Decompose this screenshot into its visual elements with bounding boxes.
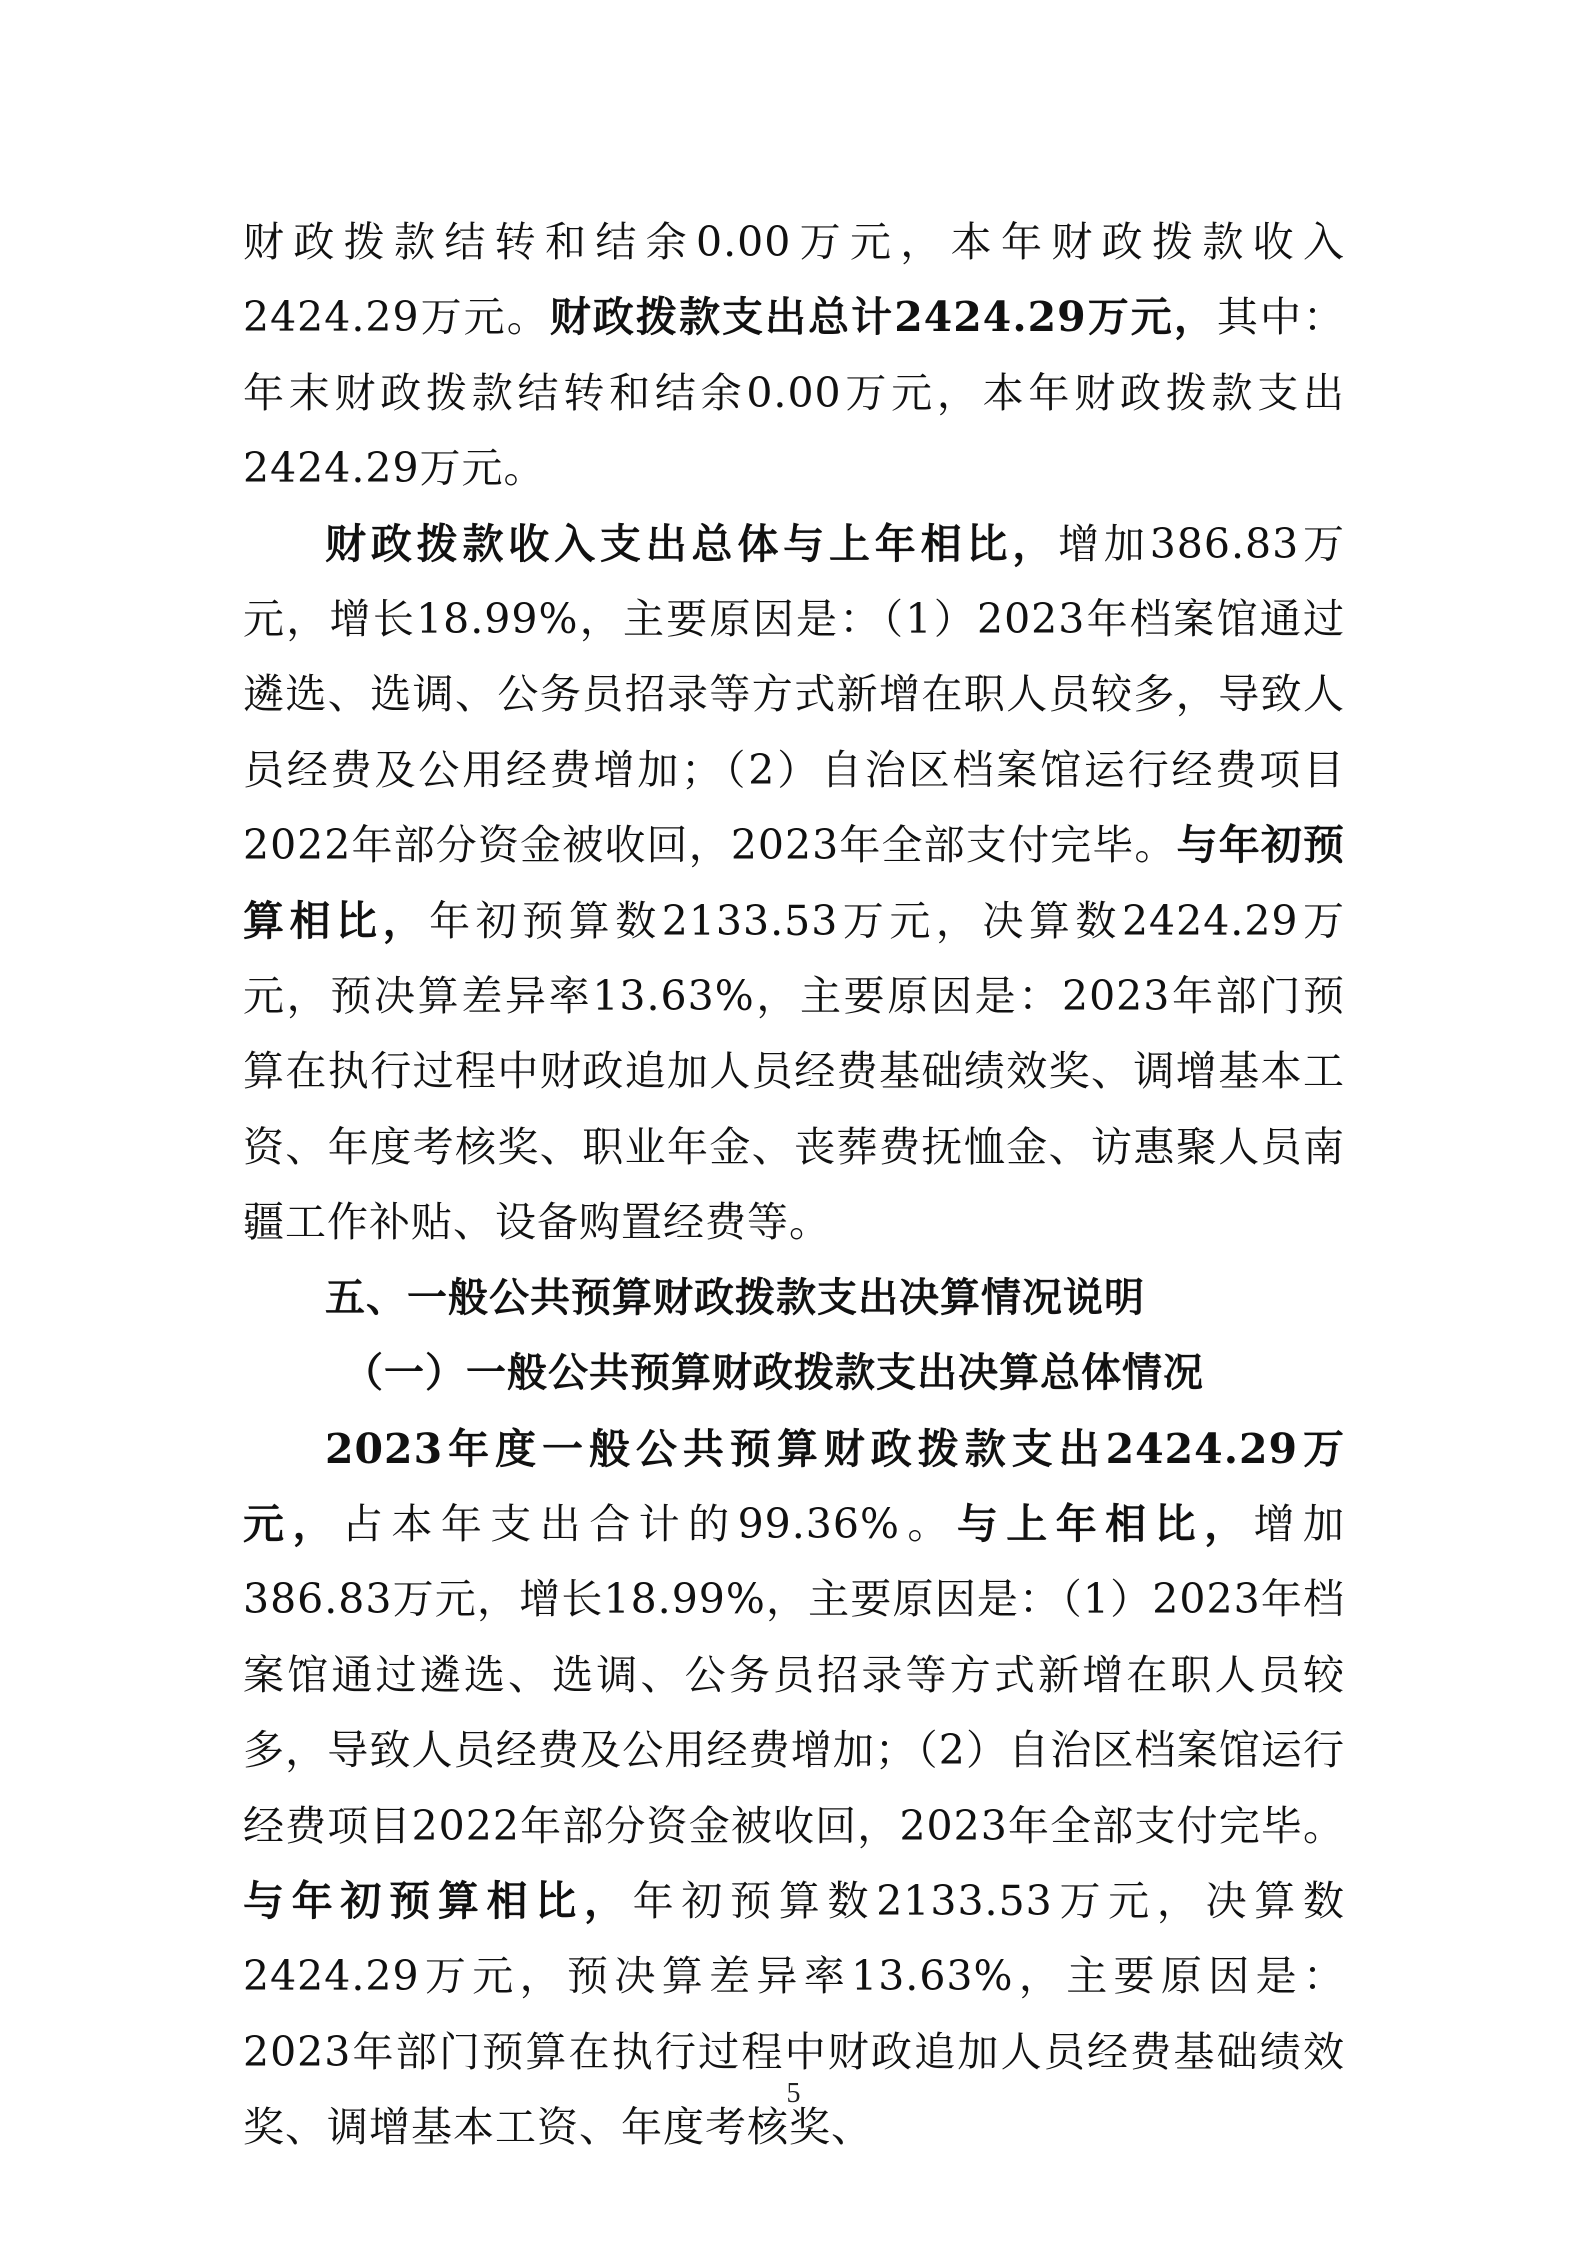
bold-text-run: 与年初预算相比， — [243, 1876, 633, 1925]
bold-text-run: 与上年相比， — [956, 1499, 1254, 1548]
bold-text-run: 2023年度一般公共预算财政拨款支出2424.29万元， — [243, 1424, 1345, 1548]
text-run: 年初预算数2133.53万元，决算数2424.29万元，预决算差异率13.63%，主要原因是：2023年部门预算在执行过程中财政追加人员经费基础绩效奖、调增基本工资、年度考核奖、职业年金、丧葬费抚恤金、访惠聚人员南疆工作补贴、设备购置经费等。 — [243, 896, 1346, 1247]
paragraph-general-budget-expenditure — [243, 1412, 1345, 2166]
page-number: 5 — [786, 2078, 801, 2109]
text-run: 增加386.83万元，增长18.99%，主要原因是：（1）2023年档案馆通过遴选、选调、公务员招录等方式新增在职人员较多，导致人员经费及公用经费增加；（2）自治区档案馆运行经费项目2022年部分资金被收回，2023年全部支付完毕。 — [243, 519, 1345, 870]
bold-text-run: 财政拨款支出总计2424.29万元， — [549, 293, 1217, 342]
paragraph-fiscal-allocation-totals — [243, 205, 1345, 507]
bold-text-run: 与年初预算相比， — [243, 821, 1345, 945]
paragraph-comparison-prior-year — [243, 507, 1345, 1261]
document-body — [243, 205, 1345, 2166]
text-run: 年初预算数2133.53万元，决算数2424.29万元，预决算差异率13.63%，主要原因是：2023年部门预算在执行过程中财政追加人员经费基础绩效奖、调增基本工资、年度考核奖、 — [243, 1876, 1346, 2152]
subsection-heading-5-1: （一）一般公共预算财政拨款支出决算总体情况 — [343, 1350, 1204, 1397]
text-run: 增加386.83万元，增长18.99%，主要原因是：（1）2023年档案馆通过遴选、选调、公务员招录等方式新增在职人员较多，导致人员经费及公用经费增加；（2）自治区档案馆运行经费项目2022年部分资金被收回，2023年全部支付完毕。 — [243, 1499, 1346, 1850]
section-heading-5: 五、一般公共预算财政拨款支出决算情况说明 — [325, 1274, 1145, 1321]
bold-text-run: 财政拨款收入支出总体与上年相比， — [325, 519, 1059, 568]
text-run: 其中：年末财政拨款结转和结余0.00万元，本年财政拨款支出2424.29万元。 — [243, 293, 1346, 493]
text-run: 占本年支出合计的99.36%。 — [341, 1499, 957, 1548]
text-run: 财政拨款结转和结余0.00万元，本年财政拨款收入2424.29万元。 — [243, 218, 1345, 342]
